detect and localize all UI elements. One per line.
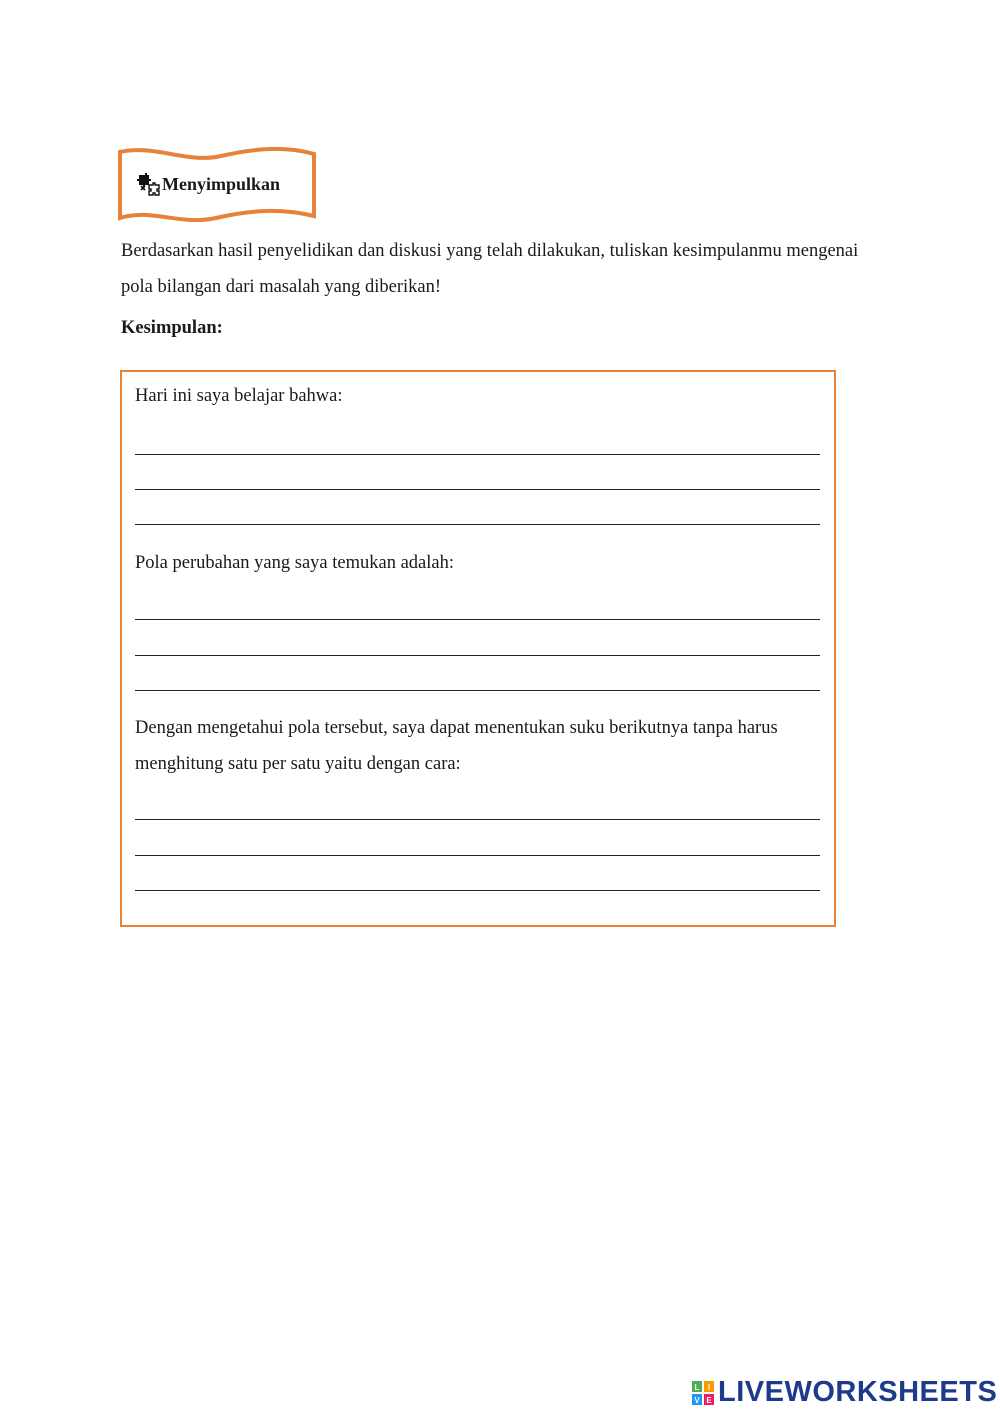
answer-line[interactable]	[135, 855, 820, 856]
svg-text:L: L	[694, 1382, 700, 1392]
puzzle-icon	[136, 172, 160, 196]
answer-line[interactable]	[135, 655, 820, 656]
svg-text:V: V	[694, 1395, 700, 1405]
conclusion-box	[120, 370, 836, 927]
answer-line[interactable]	[135, 819, 820, 820]
conclusion-label: Kesimpulan:	[121, 318, 223, 338]
prompt-learned: Hari ini saya belajar bahwa:	[135, 386, 343, 406]
banner-title: Menyimpulkan	[162, 173, 281, 194]
section-banner	[116, 146, 318, 222]
prompt-method: Dengan mengetahui pola tersebut, saya dapat menentukan suku berikutnya tanpa harus menghitung satu per satu yaitu dengan cara:	[135, 718, 778, 774]
answer-line[interactable]	[135, 890, 820, 891]
svg-text:E: E	[706, 1395, 712, 1405]
answer-line[interactable]	[135, 489, 820, 490]
svg-text:I: I	[707, 1382, 711, 1392]
answer-line[interactable]	[135, 454, 820, 455]
prompt-pattern: Pola perubahan yang saya temukan adalah:	[135, 553, 455, 573]
live-blocks-icon	[692, 1381, 714, 1405]
answer-line[interactable]	[135, 524, 820, 525]
liveworksheets-logo	[692, 1376, 997, 1409]
brand-name: LIVEWORKSHEETS	[718, 1376, 998, 1408]
answer-line[interactable]	[135, 690, 820, 691]
answer-line[interactable]	[135, 619, 820, 620]
intro-instruction: Berdasarkan hasil penyelidikan dan diskusi yang telah dilakukan, tuliskan kesimpulanmu mengenai pola bilangan dari masalah yang diberikan!	[121, 241, 859, 297]
